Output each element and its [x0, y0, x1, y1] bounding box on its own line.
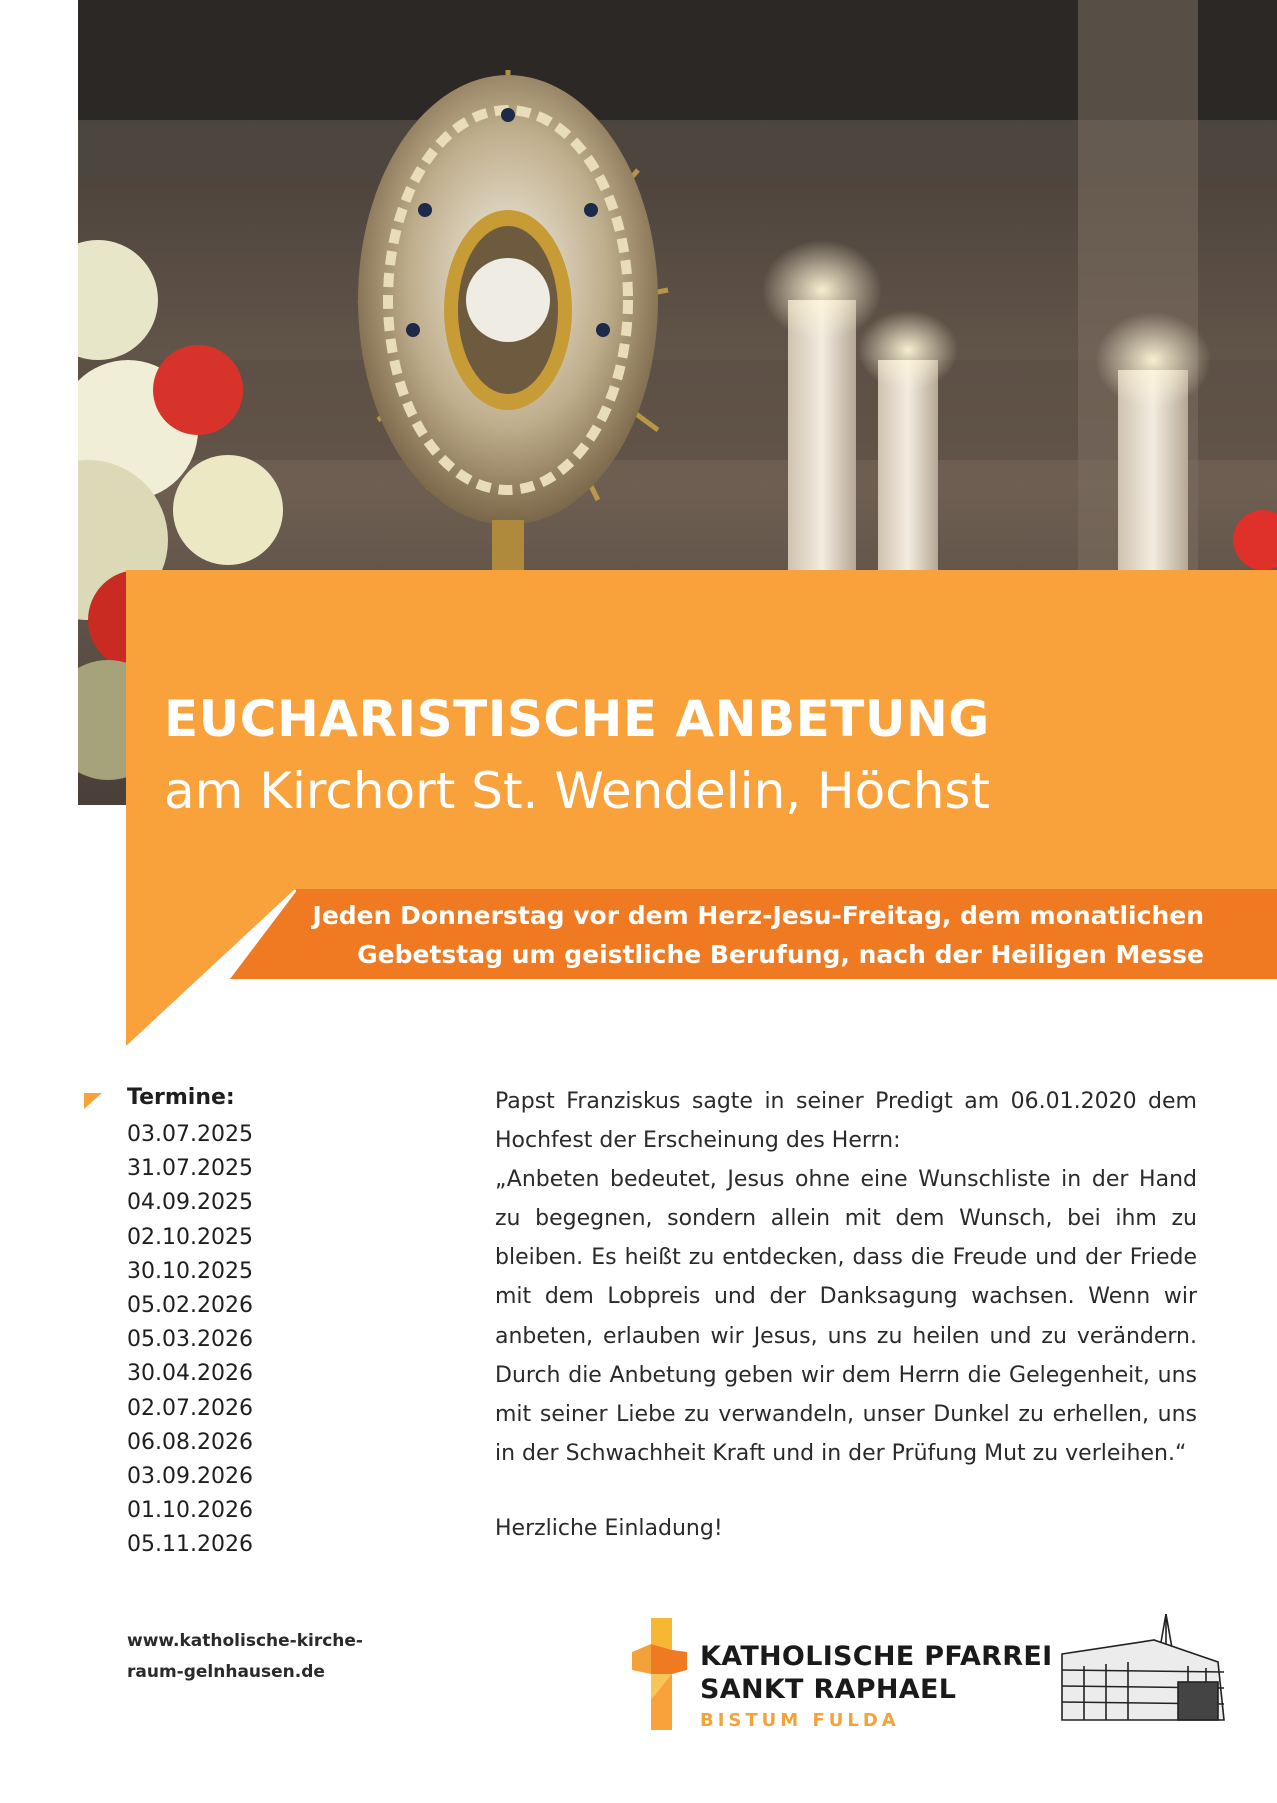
triangle-marker-icon [84, 1093, 102, 1109]
date-item: 03.09.2026 [127, 1464, 253, 1490]
quote-block [495, 1082, 1197, 1473]
page-subtitle: am Kirchort St. Wendelin, Höchst [164, 762, 991, 820]
date-list [127, 1118, 253, 1563]
logo-line-1: KATHOLISCHE PFARREI [700, 1641, 1053, 1672]
date-item: 05.11.2026 [127, 1532, 253, 1558]
date-item: 02.07.2026 [127, 1395, 253, 1421]
date-item: 01.10.2026 [127, 1498, 253, 1524]
logo-line-2: SANKT RAPHAEL [700, 1674, 957, 1705]
date-item: 31.07.2025 [127, 1156, 253, 1182]
church-drawing-icon [1058, 1610, 1226, 1730]
termine-label: Termine: [127, 1085, 235, 1110]
quote-text: „Anbeten bedeutet, Jesus ohne eine Wunschliste in der Hand zu begegnen, sondern allein mit dem Wunsch, bei ihm zu bleiben. Es heißt zu entdecken, dass die Freude und der Friede mit dem Lobpreis und der Danksagung wachsen. Wenn wir anbeten, erlauben wir Jesus, uns zu heilen und zu verändern. Durch die Anbetung geben wir dem Herrn die Gelegenheit, uns mit seiner Liebe zu verwandeln, unser Dunkel zu erhellen, uns in der Schwachheit Kraft und in der Prüfung Mut zu verleihen.“ [495, 1167, 1197, 1466]
band-cut [230, 889, 298, 979]
date-item: 04.09.2025 [127, 1190, 253, 1216]
date-item: 30.04.2026 [127, 1361, 253, 1387]
logo-line-3: BISTUM FULDA [700, 1710, 900, 1731]
date-item: 05.02.2026 [127, 1293, 253, 1319]
date-item: 05.03.2026 [127, 1327, 253, 1353]
date-item: 02.10.2025 [127, 1224, 253, 1250]
band-text-line-1: Jeden Donnerstag vor dem Herz-Jesu-Freitag, dem monatlichen [312, 901, 1204, 930]
cross-logo-icon [632, 1618, 687, 1730]
quote-intro-line-1: Papst Franziskus sagte in seiner Predigt am 06.01.2020 dem [495, 1089, 1197, 1114]
website-link[interactable] [127, 1626, 363, 1688]
date-item: 03.07.2025 [127, 1122, 253, 1147]
parish-logo-text [700, 1640, 1052, 1734]
page-title: EUCHARISTISCHE ANBETUNG [164, 690, 990, 748]
band-text-line-2: Gebetstag um geistliche Berufung, nach der Heiligen Messe [357, 940, 1204, 969]
date-item: 30.10.2025 [127, 1258, 253, 1284]
date-item: 06.08.2026 [127, 1429, 253, 1455]
website-line-1: www.katholische-kirche- [127, 1631, 363, 1651]
invitation-text: Herzliche Einladung! [495, 1516, 723, 1541]
quote-intro-line-2: Hochfest der Erscheinung des Herrn: [495, 1128, 901, 1154]
website-line-2: raum-gelnhausen.de [127, 1662, 325, 1682]
